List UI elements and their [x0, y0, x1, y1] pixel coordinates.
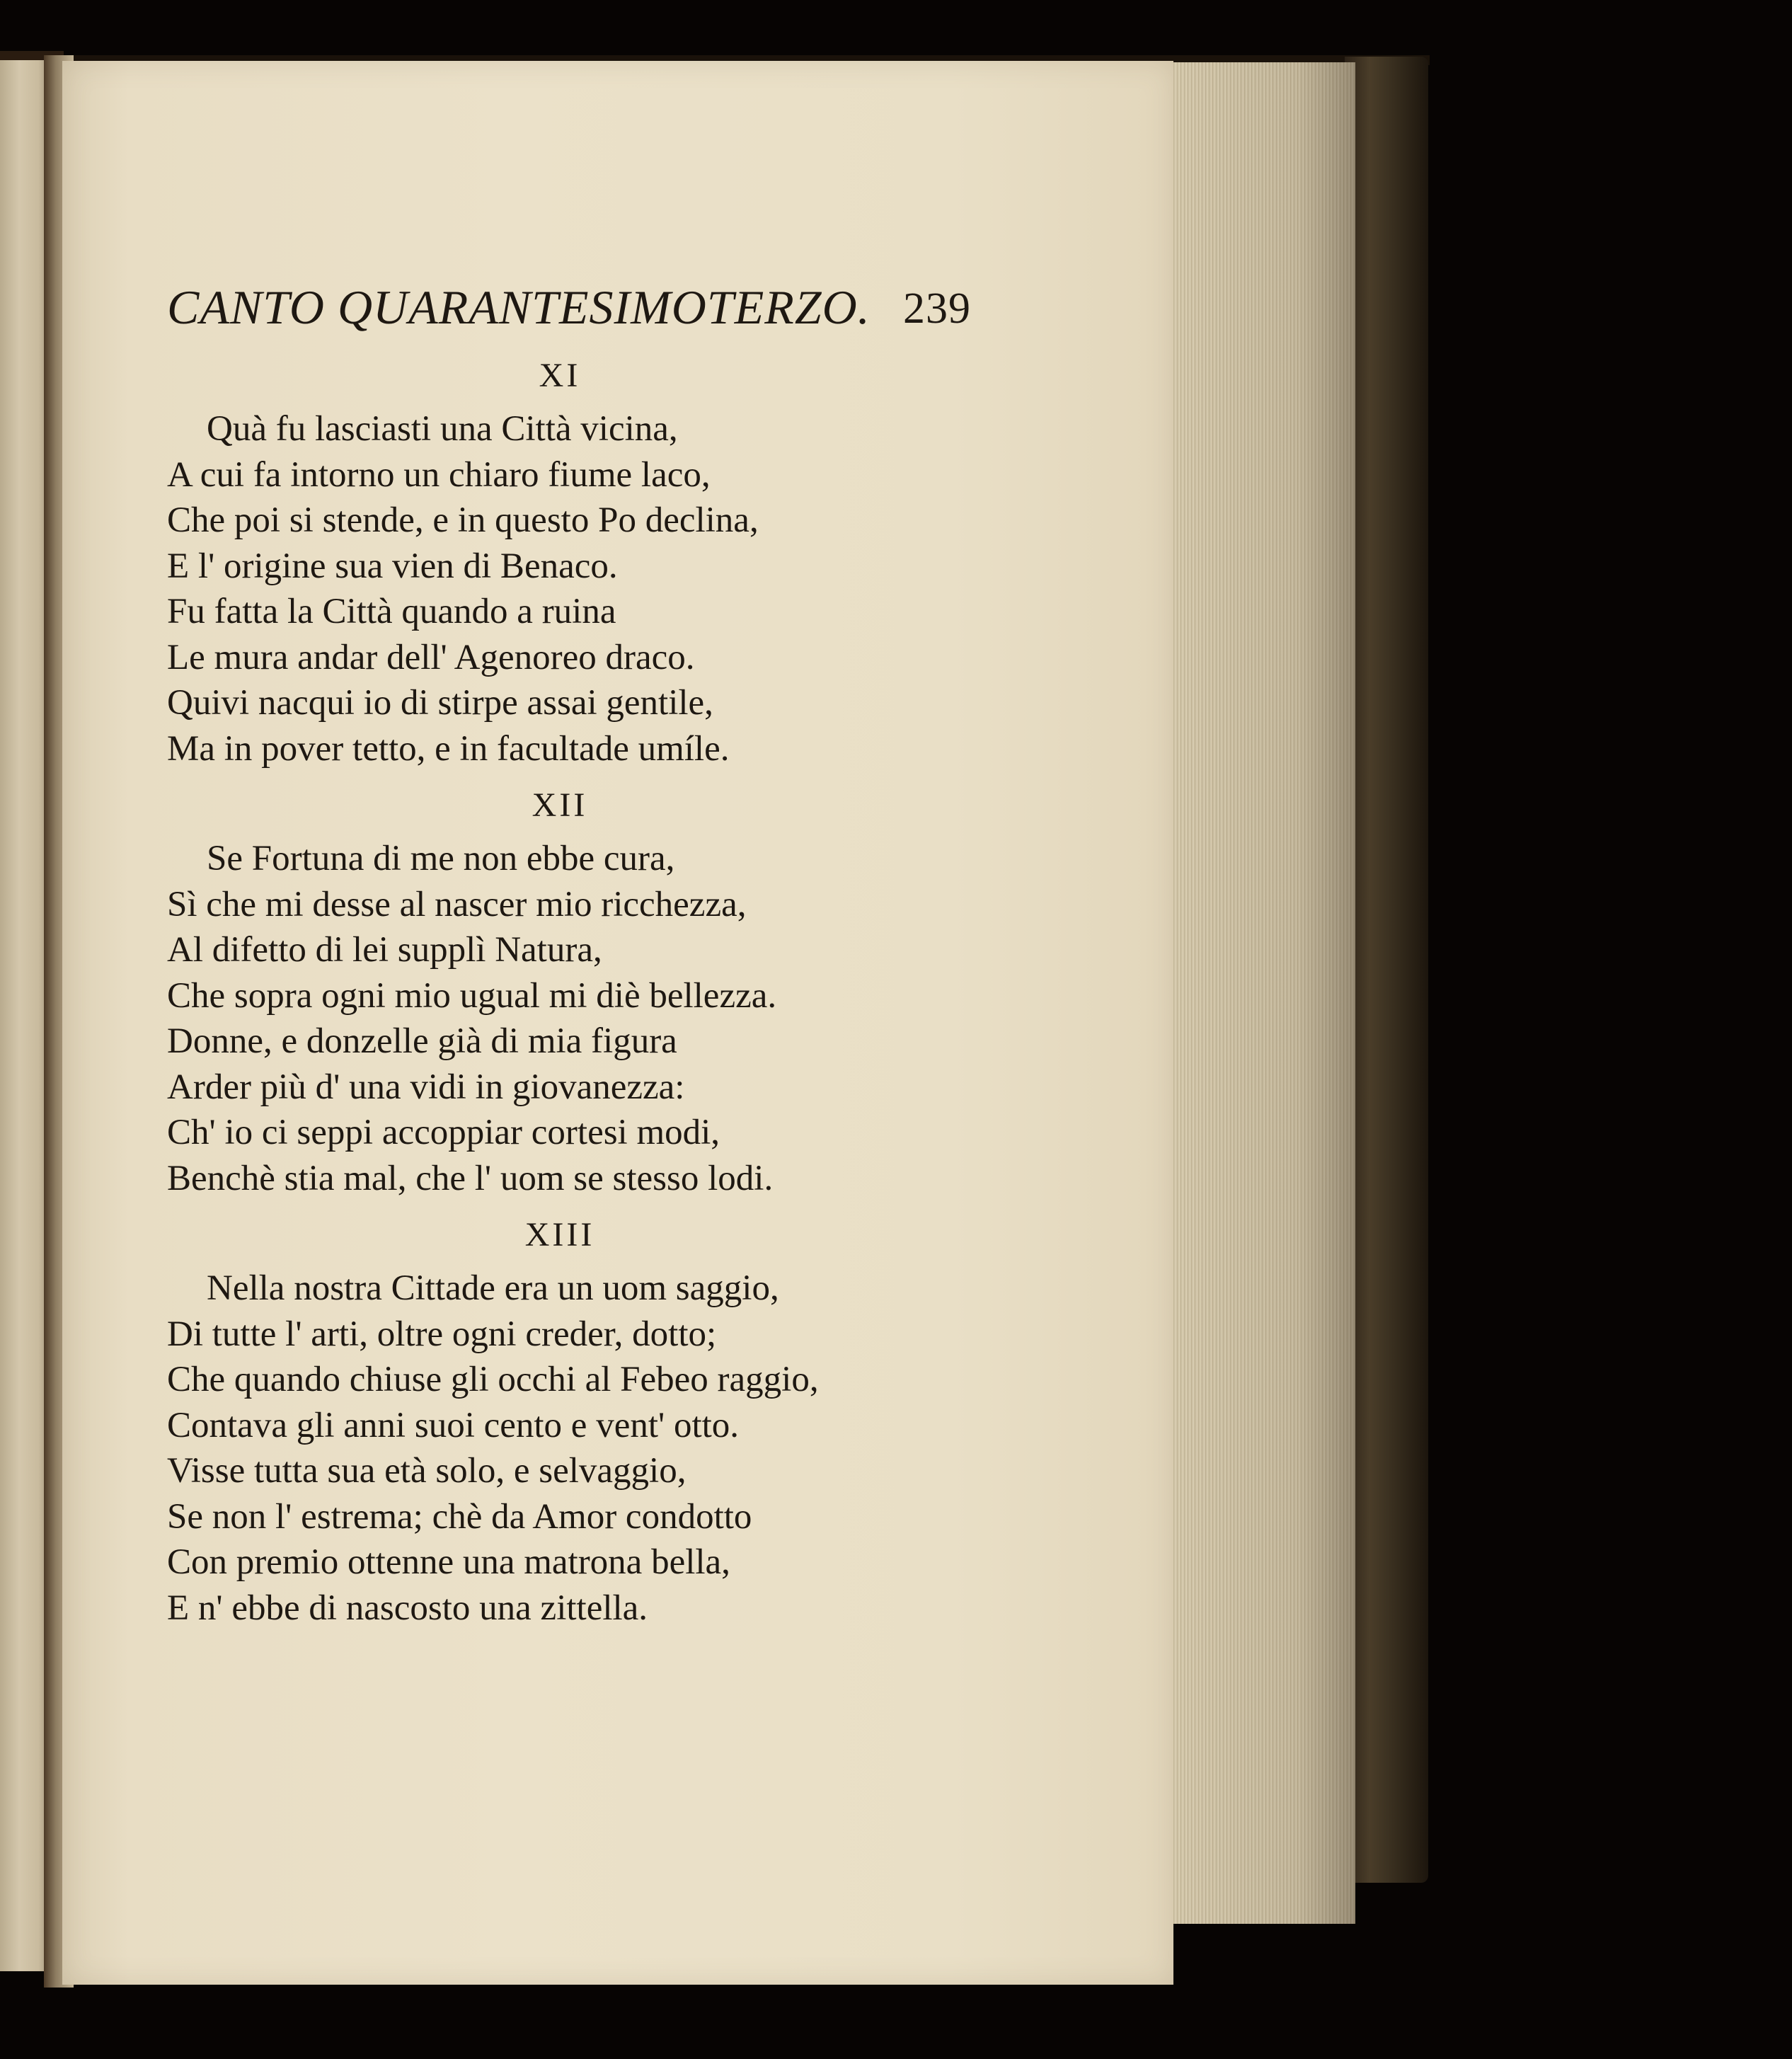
- verse-line: Fu fatta la Città quando a ruina: [167, 592, 616, 631]
- page-text: [167, 280, 995, 1645]
- stanza-number: XII: [532, 786, 588, 824]
- verse-line: Con premio ottenne una matrona bella,: [167, 1542, 730, 1582]
- verse-line: Se Fortuna di me non ebbe cura,: [207, 839, 675, 878]
- page-number: 239: [903, 285, 971, 333]
- verse-line: Nella nostra Cittade era un uom saggio,: [207, 1268, 779, 1308]
- page-block-edges: [1168, 62, 1355, 1924]
- verse-line: Ch' io ci seppi accoppiar cortesi modi,: [167, 1113, 720, 1152]
- verse-line: E n' ebbe di nascosto una zittella.: [167, 1588, 648, 1628]
- verse-line: Che quando chiuse gli occhi al Febeo raggio,: [167, 1360, 819, 1399]
- verse-line: Se non l' estrema; chè da Amor condotto: [167, 1496, 752, 1537]
- verse-line: Contava gli anni suoi cento e vent' otto.: [167, 1405, 740, 1445]
- verse-line: E l' origine sua vien di Benaco.: [167, 546, 618, 586]
- verse-line: Benchè stia mal, che l' uom se stesso lodi.: [167, 1158, 774, 1198]
- stanza: [167, 836, 995, 1201]
- stanza-number: XI: [539, 357, 581, 394]
- verse-line: Le mura andar dell' Agenoreo draco.: [167, 637, 695, 677]
- stanza-number: XIII: [524, 1216, 595, 1254]
- running-head: [167, 280, 995, 343]
- verse-line: Sì che mi desse al nascer mio ricchezza,: [167, 884, 747, 924]
- running-title: CANTO QUARANTESIMOTERZO.: [167, 280, 871, 334]
- verse-line: Visse tutta sua età solo, e selvaggio,: [167, 1451, 687, 1491]
- verse-line: Ma in pover tetto, e in facultade umíle.: [167, 728, 730, 769]
- verse-line: Che sopra ogni mio ugual mi diè bellezza.: [167, 975, 777, 1016]
- verse-line: Quivi nacqui io di stirpe assai gentile,: [167, 683, 713, 723]
- verse-line: A cui fa intorno un chiaro fiume laco,: [167, 454, 711, 495]
- stanza: [167, 1266, 995, 1631]
- leather-cover: [1345, 57, 1428, 1883]
- verse-line: Donne, e donzelle già di mia figura: [167, 1021, 677, 1061]
- verse-line: Di tutte l' arti, oltre ogni creder, dotto;: [167, 1314, 717, 1354]
- verse-line: Che poi si stende, e in questo Po declina,: [167, 500, 759, 540]
- verse-line: Quà fu lasciasti una Città vicina,: [207, 409, 678, 449]
- verse-line: Al difetto di lei supplì Natura,: [167, 930, 602, 970]
- stanza: [167, 406, 995, 772]
- verse-line: Arder più d' una vidi in giovanezza:: [167, 1067, 685, 1107]
